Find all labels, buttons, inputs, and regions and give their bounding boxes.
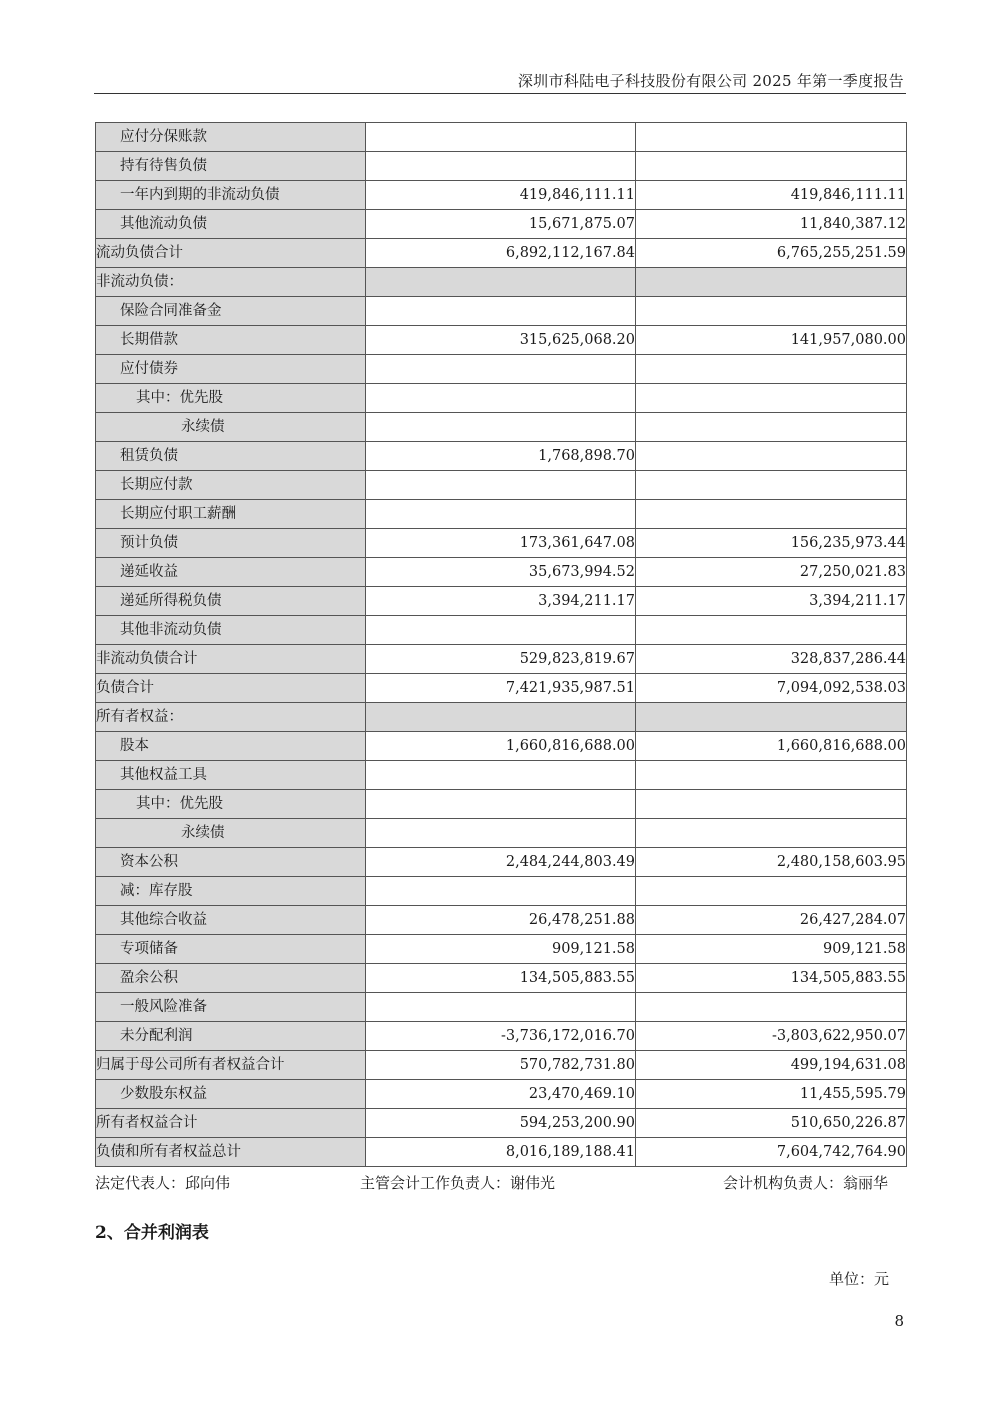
table-row bbox=[96, 268, 907, 297]
row-label: 其他综合收益 bbox=[96, 906, 366, 935]
row-label: 应付分保账款 bbox=[96, 123, 366, 152]
row-label: 一年内到期的非流动负债 bbox=[96, 181, 366, 210]
current-period-value: 419,846,111.11 bbox=[366, 181, 636, 210]
current-period-value bbox=[366, 384, 636, 413]
table-row bbox=[96, 297, 907, 326]
row-label: 递延所得税负债 bbox=[96, 587, 366, 616]
row-label: 长期应付款 bbox=[96, 471, 366, 500]
table-row bbox=[96, 442, 907, 471]
row-label: 持有待售负债 bbox=[96, 152, 366, 181]
current-period-value: 35,673,994.52 bbox=[366, 558, 636, 587]
prior-period-value bbox=[636, 355, 907, 384]
row-label: 专项储备 bbox=[96, 935, 366, 964]
row-label: 其他权益工具 bbox=[96, 761, 366, 790]
table-row bbox=[96, 239, 907, 268]
unit-label: 单位：元 bbox=[828, 1270, 889, 1288]
prior-period-value: 7,094,092,538.03 bbox=[636, 674, 907, 703]
current-period-value: 2,484,244,803.49 bbox=[366, 848, 636, 877]
row-label: 少数股东权益 bbox=[96, 1080, 366, 1109]
table-row bbox=[96, 587, 907, 616]
prior-period-value bbox=[636, 500, 907, 529]
prior-period-value: 2,480,158,603.95 bbox=[636, 848, 907, 877]
prior-period-value bbox=[636, 152, 907, 181]
table-row bbox=[96, 674, 907, 703]
prior-period-value: 499,194,631.08 bbox=[636, 1051, 907, 1080]
row-label: 长期应付职工薪酬 bbox=[96, 500, 366, 529]
balance-sheet-body bbox=[96, 123, 907, 1167]
prior-period-value: 26,427,284.07 bbox=[636, 906, 907, 935]
row-label: 一般风险准备 bbox=[96, 993, 366, 1022]
prior-period-value bbox=[636, 703, 907, 732]
row-label: 归属于母公司所有者权益合计 bbox=[96, 1051, 366, 1080]
table-row bbox=[96, 1109, 907, 1138]
current-period-value: 1,768,898.70 bbox=[366, 442, 636, 471]
current-period-value bbox=[366, 268, 636, 297]
row-label: 其他非流动负债 bbox=[96, 616, 366, 645]
current-period-value: 8,016,189,188.41 bbox=[366, 1138, 636, 1167]
table-row bbox=[96, 529, 907, 558]
table-row bbox=[96, 123, 907, 152]
prior-period-value bbox=[636, 761, 907, 790]
current-period-value: 1,660,816,688.00 bbox=[366, 732, 636, 761]
current-period-value bbox=[366, 703, 636, 732]
table-row bbox=[96, 326, 907, 355]
prior-period-value: 134,505,883.55 bbox=[636, 964, 907, 993]
row-label: 其中：优先股 bbox=[96, 790, 366, 819]
prior-period-value: -3,803,622,950.07 bbox=[636, 1022, 907, 1051]
current-period-value bbox=[366, 297, 636, 326]
current-period-value: 134,505,883.55 bbox=[366, 964, 636, 993]
table-row bbox=[96, 152, 907, 181]
table-row bbox=[96, 935, 907, 964]
table-row bbox=[96, 413, 907, 442]
row-label: 负债和所有者权益总计 bbox=[96, 1138, 366, 1167]
prior-period-value: 141,957,080.00 bbox=[636, 326, 907, 355]
table-row bbox=[96, 1138, 907, 1167]
current-period-value bbox=[366, 790, 636, 819]
current-period-value: -3,736,172,016.70 bbox=[366, 1022, 636, 1051]
prior-period-value: 419,846,111.11 bbox=[636, 181, 907, 210]
signature-line bbox=[95, 1172, 906, 1196]
current-period-value: 26,478,251.88 bbox=[366, 906, 636, 935]
current-period-value: 23,470,469.10 bbox=[366, 1080, 636, 1109]
legal-representative: 法定代表人：邱向伟 bbox=[95, 1174, 231, 1192]
table-row bbox=[96, 877, 907, 906]
header-divider bbox=[94, 93, 906, 94]
prior-period-value bbox=[636, 616, 907, 645]
row-label: 流动负债合计 bbox=[96, 239, 366, 268]
prior-period-value bbox=[636, 384, 907, 413]
prior-period-value: 27,250,021.83 bbox=[636, 558, 907, 587]
table-row bbox=[96, 819, 907, 848]
row-label: 其中：优先股 bbox=[96, 384, 366, 413]
current-period-value: 3,394,211.17 bbox=[366, 587, 636, 616]
current-period-value bbox=[366, 819, 636, 848]
row-label: 股本 bbox=[96, 732, 366, 761]
page-number: 8 bbox=[894, 1312, 904, 1330]
current-period-value bbox=[366, 152, 636, 181]
row-label: 递延收益 bbox=[96, 558, 366, 587]
table-row bbox=[96, 732, 907, 761]
prior-period-value bbox=[636, 877, 907, 906]
row-label: 非流动负债合计 bbox=[96, 645, 366, 674]
row-label: 资本公积 bbox=[96, 848, 366, 877]
report-header-title: 深圳市科陆电子科技股份有限公司 2025 年第一季度报告 bbox=[517, 72, 904, 90]
current-period-value: 7,421,935,987.51 bbox=[366, 674, 636, 703]
table-row bbox=[96, 384, 907, 413]
row-label: 永续债 bbox=[96, 819, 366, 848]
balance-sheet-table bbox=[95, 122, 907, 1167]
current-period-value bbox=[366, 993, 636, 1022]
current-period-value: 594,253,200.90 bbox=[366, 1109, 636, 1138]
row-label: 租赁负债 bbox=[96, 442, 366, 471]
prior-period-value bbox=[636, 790, 907, 819]
table-row bbox=[96, 703, 907, 732]
table-row bbox=[96, 906, 907, 935]
row-label: 减：库存股 bbox=[96, 877, 366, 906]
row-label: 长期借款 bbox=[96, 326, 366, 355]
row-label: 预计负债 bbox=[96, 529, 366, 558]
table-row bbox=[96, 1080, 907, 1109]
prior-period-value: 3,394,211.17 bbox=[636, 587, 907, 616]
prior-period-value bbox=[636, 297, 907, 326]
current-period-value bbox=[366, 877, 636, 906]
current-period-value: 570,782,731.80 bbox=[366, 1051, 636, 1080]
prior-period-value: 1,660,816,688.00 bbox=[636, 732, 907, 761]
row-label: 所有者权益合计 bbox=[96, 1109, 366, 1138]
accounting-institution-head: 会计机构负责人：翁丽华 bbox=[723, 1174, 889, 1192]
prior-period-value: 328,837,286.44 bbox=[636, 645, 907, 674]
row-label: 非流动负债： bbox=[96, 268, 366, 297]
row-label: 所有者权益： bbox=[96, 703, 366, 732]
table-row bbox=[96, 964, 907, 993]
table-row bbox=[96, 790, 907, 819]
prior-period-value bbox=[636, 819, 907, 848]
row-label: 盈余公积 bbox=[96, 964, 366, 993]
current-period-value: 315,625,068.20 bbox=[366, 326, 636, 355]
table-row bbox=[96, 761, 907, 790]
current-period-value: 6,892,112,167.84 bbox=[366, 239, 636, 268]
current-period-value: 15,671,875.07 bbox=[366, 210, 636, 239]
current-period-value bbox=[366, 471, 636, 500]
table-row bbox=[96, 210, 907, 239]
table-row bbox=[96, 993, 907, 1022]
table-row bbox=[96, 500, 907, 529]
row-label: 保险合同准备金 bbox=[96, 297, 366, 326]
current-period-value bbox=[366, 355, 636, 384]
current-period-value bbox=[366, 761, 636, 790]
table-row bbox=[96, 848, 907, 877]
prior-period-value bbox=[636, 471, 907, 500]
row-label: 未分配利润 bbox=[96, 1022, 366, 1051]
current-period-value bbox=[366, 413, 636, 442]
current-period-value: 909,121.58 bbox=[366, 935, 636, 964]
accounting-head: 主管会计工作负责人：谢伟光 bbox=[360, 1174, 556, 1192]
row-label: 其他流动负债 bbox=[96, 210, 366, 239]
prior-period-value: 11,455,595.79 bbox=[636, 1080, 907, 1109]
prior-period-value: 7,604,742,764.90 bbox=[636, 1138, 907, 1167]
row-label: 负债合计 bbox=[96, 674, 366, 703]
current-period-value bbox=[366, 123, 636, 152]
current-period-value: 529,823,819.67 bbox=[366, 645, 636, 674]
current-period-value bbox=[366, 616, 636, 645]
row-label: 应付债券 bbox=[96, 355, 366, 384]
table-row bbox=[96, 355, 907, 384]
prior-period-value: 11,840,387.12 bbox=[636, 210, 907, 239]
table-row bbox=[96, 645, 907, 674]
table-row bbox=[96, 181, 907, 210]
table-row bbox=[96, 558, 907, 587]
prior-period-value bbox=[636, 268, 907, 297]
prior-period-value bbox=[636, 993, 907, 1022]
current-period-value: 173,361,647.08 bbox=[366, 529, 636, 558]
prior-period-value bbox=[636, 123, 907, 152]
prior-period-value: 510,650,226.87 bbox=[636, 1109, 907, 1138]
prior-period-value: 909,121.58 bbox=[636, 935, 907, 964]
table-row bbox=[96, 1051, 907, 1080]
current-period-value bbox=[366, 500, 636, 529]
table-row bbox=[96, 616, 907, 645]
prior-period-value bbox=[636, 442, 907, 471]
prior-period-value: 6,765,255,251.59 bbox=[636, 239, 907, 268]
prior-period-value: 156,235,973.44 bbox=[636, 529, 907, 558]
row-label: 永续债 bbox=[96, 413, 366, 442]
section-title: 2、合并利润表 bbox=[95, 1223, 209, 1243]
table-row bbox=[96, 471, 907, 500]
table-row bbox=[96, 1022, 907, 1051]
prior-period-value bbox=[636, 413, 907, 442]
